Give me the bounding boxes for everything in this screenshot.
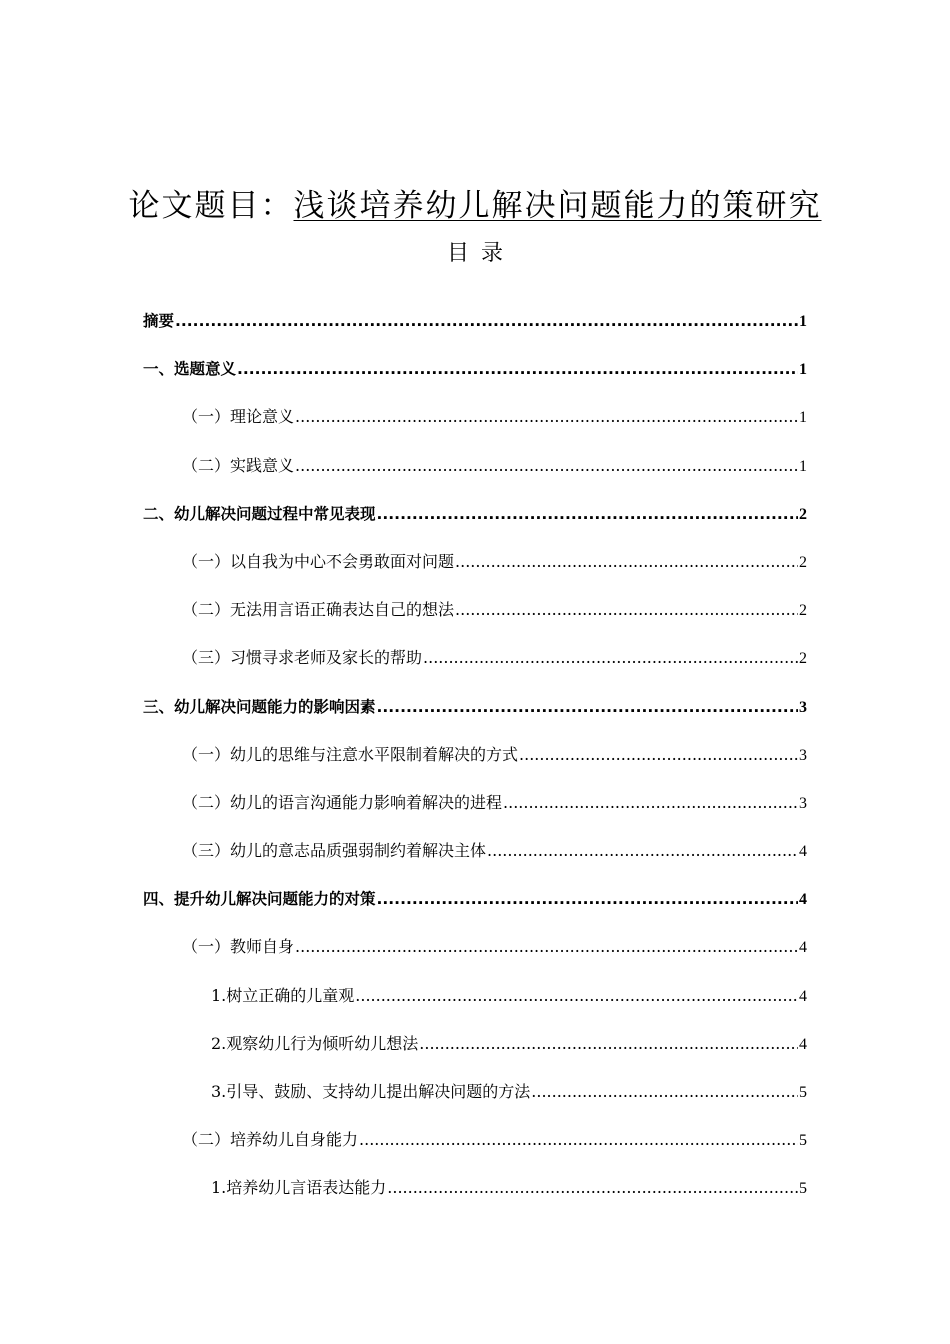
toc-entry-text: 一、选题意义 — [143, 360, 237, 379]
toc-entry-page-number: 4 — [799, 843, 807, 861]
toc-entry[interactable] — [143, 883, 807, 931]
toc-entry-text: 二、幼儿解决问题过程中常见表现 — [143, 504, 376, 523]
toc-entry-text: 摘要 — [143, 312, 175, 330]
toc-entry-page-number: 1 — [799, 313, 807, 330]
toc-entry-text: （一）教师自身 — [182, 937, 295, 957]
toc-dot-leader — [237, 359, 798, 379]
toc-entry[interactable] — [143, 1076, 807, 1124]
toc-entry-text: 四、提升幼儿解决问题能力的对策 — [143, 890, 376, 909]
toc-dot-leader — [377, 697, 798, 717]
toc-dot-leader — [377, 889, 798, 909]
toc-entry-page-number: 1 — [799, 409, 807, 427]
table-of-contents — [143, 305, 807, 1221]
toc-heading: 目录 — [446, 241, 515, 266]
toc-entry-page-number: 5 — [799, 1180, 807, 1198]
toc-entry-text: （二）无法用言语正确表达自己的想法 — [182, 600, 455, 620]
toc-entry-text: 1.培养幼儿言语表达能力 — [211, 1178, 387, 1198]
toc-entry-page-number: 4 — [799, 1035, 807, 1053]
title-prefix: 论文题目： — [128, 188, 294, 224]
toc-dot-leader — [359, 1130, 798, 1150]
toc-entry[interactable] — [143, 787, 807, 835]
toc-dot-leader — [295, 937, 798, 957]
toc-entry-page-number: 4 — [799, 987, 807, 1005]
toc-entry[interactable] — [143, 739, 807, 787]
title-body: 浅谈培养幼儿解决问题能力的策研究 — [293, 188, 822, 224]
toc-dot-leader — [295, 456, 798, 476]
toc-entry-text: （三）幼儿的意志品质强弱制约着解决主体 — [182, 841, 487, 861]
toc-entry-text: （一）理论意义 — [182, 407, 295, 427]
toc-entry-text: 1.树立正确的儿童观 — [211, 985, 355, 1005]
toc-entry-page-number: 5 — [799, 1084, 807, 1101]
toc-dot-leader — [377, 504, 798, 524]
toc-dot-leader — [531, 1082, 798, 1102]
toc-dot-leader — [519, 745, 798, 765]
toc-entry-text: （二）幼儿的语言沟通能力影响着解决的进程 — [182, 792, 503, 812]
toc-entry[interactable] — [143, 1028, 807, 1076]
toc-entry-text: 三、幼儿解决问题能力的影响因素 — [143, 697, 376, 716]
toc-dot-leader — [295, 407, 798, 427]
toc-entry[interactable] — [143, 594, 807, 642]
toc-entry[interactable] — [143, 498, 807, 546]
toc-entry-text: （一）以自我为中心不会勇敢面对问题 — [182, 551, 455, 571]
toc-dot-leader — [175, 311, 798, 331]
toc-entry[interactable] — [143, 1124, 807, 1172]
toc-entry-page-number: 1 — [799, 361, 807, 379]
toc-entry-page-number: 2 — [799, 602, 807, 620]
toc-dot-leader — [387, 1178, 798, 1198]
toc-dot-leader — [423, 648, 798, 668]
toc-entry-page-number: 3 — [799, 746, 807, 764]
toc-entry-page-number: 1 — [799, 457, 807, 475]
toc-entry[interactable] — [143, 546, 807, 594]
toc-entry-page-number: 5 — [799, 1132, 807, 1150]
toc-entry-text: （一）幼儿的思维与注意水平限制着解决的方式 — [182, 744, 519, 764]
toc-entry[interactable] — [143, 835, 807, 883]
toc-entry[interactable] — [143, 642, 807, 690]
toc-entry[interactable] — [143, 450, 807, 498]
toc-entry[interactable] — [143, 305, 807, 353]
toc-dot-leader — [455, 600, 798, 620]
toc-dot-leader — [487, 841, 798, 861]
toc-entry-text: 2.观察幼儿行为倾听幼儿想法 — [211, 1033, 419, 1053]
toc-entry-text: （二）实践意义 — [182, 455, 295, 475]
toc-entry-page-number: 3 — [799, 698, 807, 716]
toc-entry-page-number: 3 — [799, 794, 807, 812]
toc-entry[interactable] — [143, 401, 807, 449]
toc-entry[interactable] — [143, 1172, 807, 1220]
toc-entry-text: （二）培养幼儿自身能力 — [182, 1130, 359, 1150]
toc-entry-page-number: 2 — [799, 650, 807, 668]
toc-entry-page-number: 4 — [799, 891, 807, 909]
toc-entry[interactable] — [143, 691, 807, 739]
toc-entry[interactable] — [143, 353, 807, 401]
toc-entry[interactable] — [143, 931, 807, 979]
toc-entry[interactable] — [143, 980, 807, 1028]
toc-dot-leader — [355, 986, 798, 1006]
toc-entry-page-number: 4 — [799, 939, 807, 957]
toc-dot-leader — [455, 552, 798, 572]
toc-entry-page-number: 2 — [799, 553, 807, 571]
toc-dot-leader — [419, 1034, 798, 1054]
toc-entry-text: （三）习惯寻求老师及家长的帮助 — [182, 648, 423, 668]
document-title — [0, 180, 950, 225]
toc-dot-leader — [503, 793, 798, 813]
toc-entry-page-number: 2 — [799, 505, 807, 523]
toc-entry-text: 3.引导、鼓励、支持幼儿提出解决问题的方法 — [211, 1082, 531, 1101]
